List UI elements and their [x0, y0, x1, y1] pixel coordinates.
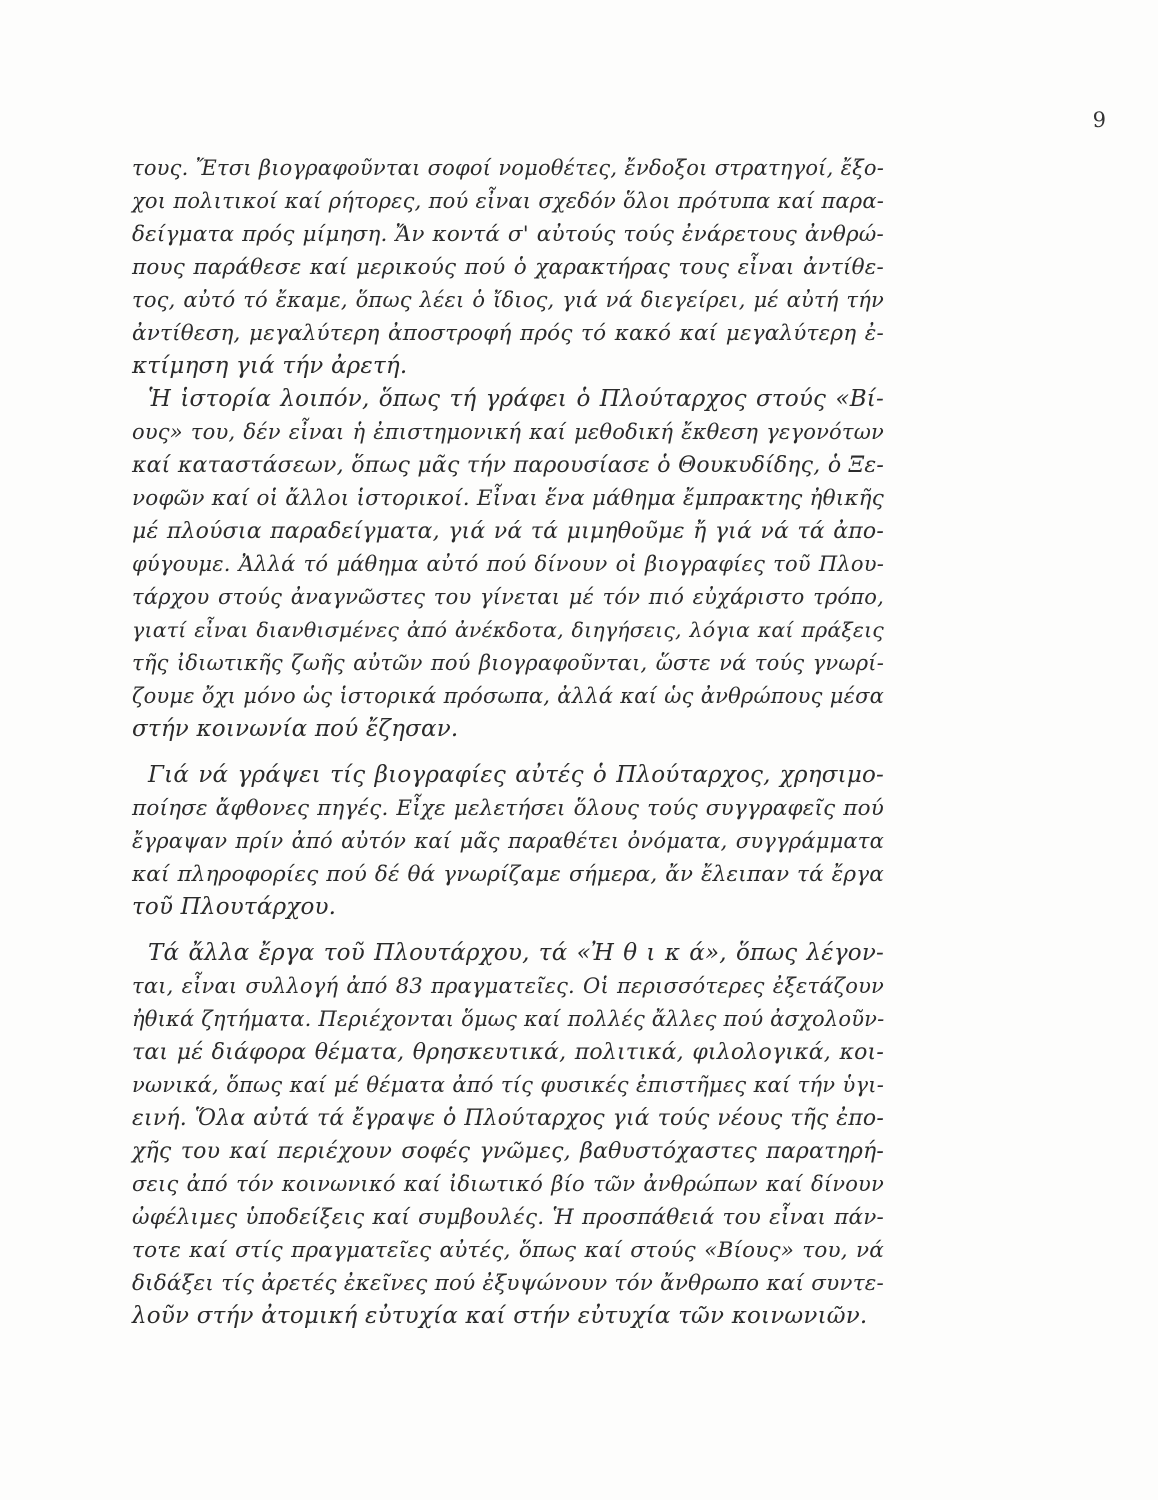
text-line: λοῦν στήν ἀτομική εὐτυχία καί στήν εὐτυχία τῶν κοινωνιῶν. [132, 1303, 868, 1329]
text-line: Ἡ ἱστορία λοιπόν, ὅπως τή γράφει ὁ Πλούταρχος στούς «Βί- [148, 386, 884, 412]
text-line: πους παράθεσε καί μερικούς πού ὁ χαρακτήρας τους εἶναι ἀντίθε- [132, 255, 884, 280]
text-line: στήν κοινωνία πού ἔζησαν. [132, 716, 459, 742]
text-line: ἠθικά ζητήματα. Περιέχονται ὅμως καί πολλές ἄλλες πού ἀσχολοῦν- [132, 1007, 885, 1031]
text-line: τάρχου στούς ἀναγνῶστες του γίνεται μέ τόν πιό εὐχάριστο τρόπο, [132, 585, 884, 609]
page-number: 9 [1092, 108, 1106, 132]
text-line: κτίμηση γιά τήν ἀρετή. [132, 353, 408, 379]
text-line: τοτε καί στίς πραγματεῖες αὐτές, ὅπως καί στούς «Βίους» του, νά [132, 1238, 884, 1263]
text-line: τῆς ἰδιωτικῆς ζωῆς αὐτῶν πού βιογραφοῦνται, ὥστε νά τούς γνωρί- [132, 651, 884, 675]
text-line: ους» του, δέν εἶναι ἡ ἐπιστημονική καί μεθοδική ἔκθεση γεγονότων [132, 420, 884, 444]
text-line: Τά ἄλλα ἔργα τοῦ Πλουτάρχου, τά «Ἠ θ ι κ ά», ὅπως λέγον- [148, 940, 884, 966]
text-line: διδάξει τίς ἀρετές ἐκεῖνες πού ἐξυψώνουν τόν ἄνθρωπο καί συντε- [132, 1271, 884, 1296]
text-line: ται, εἶναι συλλογή ἀπό 83 πραγματεῖες. Οἱ περισσότερες ἐξετάζουν [132, 974, 884, 998]
paragraph-1 [132, 152, 884, 383]
paragraph-4 [132, 937, 884, 1333]
text-line: σεις ἀπό τόν κοινωνικό καί ἰδιωτικό βίο τῶν ἀνθρώπων καί δίνουν [132, 1172, 884, 1196]
text-line: νοφῶν καί οἱ ἄλλοι ἱστορικοί. Εἶναι ἕνα μάθημα ἔμπρακτης ἠθικῆς [132, 486, 884, 511]
text-line: γιατί εἶναι διανθισμένες ἀπό ἀνέκδοτα, διηγήσεις, λόγια καί πράξεις [132, 618, 884, 642]
text-line: εινή. Ὅλα αὐτά τά ἔγραψε ὁ Πλούταρχος γιά τούς νέους τῆς ἐπο- [132, 1106, 884, 1131]
text-line: ποίησε ἄφθονες πηγές. Εἶχε μελετήσει ὅλους τούς συγγραφεῖς πού [132, 796, 884, 821]
body-text [132, 152, 884, 1333]
paragraph-2 [132, 383, 884, 746]
text-line: Γιά νά γράψει τίς βιογραφίες αὐτές ὁ Πλούταρχος, χρησιμο- [148, 762, 884, 788]
text-line: φύγουμε. Ἀλλά τό μάθημα αὐτό πού δίνουν οἱ βιογραφίες τοῦ Πλου- [132, 552, 884, 576]
text-line: ζουμε ὄχι μόνο ὡς ἱστορικά πρόσωπα, ἀλλά καί ὡς ἀνθρώπους μέσα [132, 684, 884, 708]
text-line: ται μέ διάφορα θέματα, θρησκευτικά, πολιτικά, φιλολογικά, κοι- [132, 1040, 884, 1065]
text-line: καί καταστάσεων, ὅπως μᾶς τήν παρουσίασε ὁ Θουκυδίδης, ὁ Ξε- [132, 453, 884, 478]
paragraph-3 [132, 759, 884, 924]
text-line: τους. Ἔτσι βιογραφοῦνται σοφοί νομοθέτες, ἔνδοξοι στρατηγοί, ἔξο- [132, 156, 884, 180]
text-line: καί πληροφορίες πού δέ θά γνωρίζαμε σήμερα, ἄν ἔλειπαν τά ἔργα [132, 862, 884, 887]
text-line: ἔγραψαν πρίν ἀπό αὐτόν καί μᾶς παραθέτει ὀνόματα, συγγράμματα [132, 829, 884, 853]
text-line: τοῦ Πλουτάρχου. [132, 894, 337, 920]
text-line: δείγματα πρός μίμηση. Ἄν κοντά σ' αὐτούς τούς ἐνάρετους ἀνθρώ- [132, 222, 884, 247]
text-line: νωνικά, ὅπως καί μέ θέματα ἀπό τίς φυσικές ἐπιστῆμες καί τήν ὑγι- [132, 1073, 884, 1097]
text-line: ὠφέλιμες ὑποδείξεις καί συμβουλές. Ἡ προσπάθειά του εἶναι πάν- [132, 1205, 884, 1230]
paragraph-gap [132, 924, 884, 937]
text-line: μέ πλούσια παραδείγματα, γιά νά τά μιμηθοῦμε ἤ γιά νά τά ἀπο- [132, 519, 884, 544]
text-line: χῆς του καί περιέχουν σοφές γνῶμες, βαθυστόχαστες παρατηρή- [132, 1139, 884, 1164]
text-line: χοι πολιτικοί καί ρήτορες, πού εἶναι σχεδόν ὅλοι πρότυπα καί παρα- [132, 189, 884, 213]
text-line: ἀντίθεση, μεγαλύτερη ἀποστροφή πρός τό κακό καί μεγαλύτερη ἐ- [132, 321, 884, 346]
text-line: τος, αὐτό τό ἔκαμε, ὅπως λέει ὁ ἴδιος, γιά νά διεγείρει, μέ αὐτή τήν [132, 288, 884, 312]
paragraph-gap [132, 746, 884, 759]
